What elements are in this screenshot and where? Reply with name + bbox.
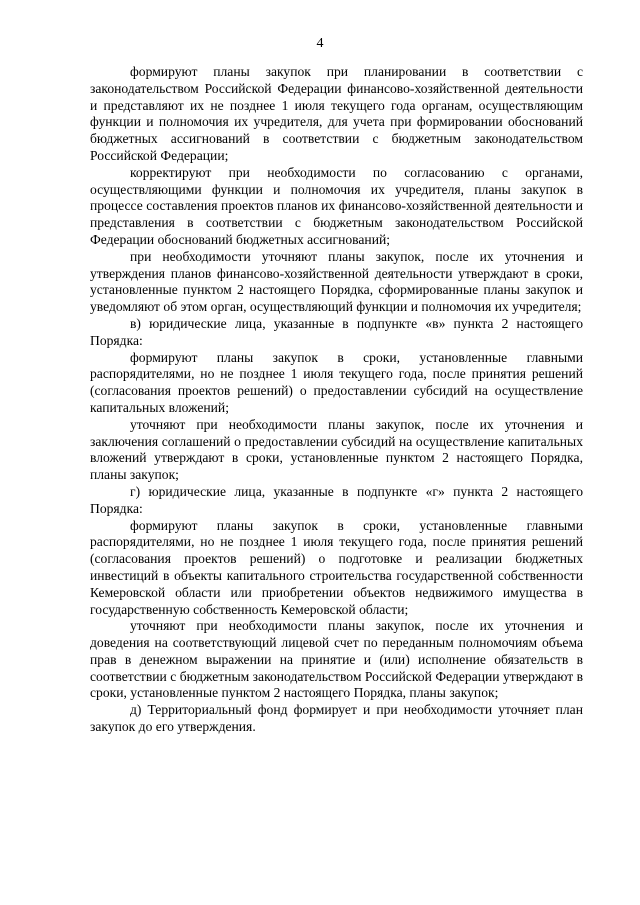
paragraph-7: г) юридические лица, указанные в подпункте «г» пункта 2 настоящего Порядка: bbox=[90, 483, 583, 516]
paragraph-8: формируют планы закупок в сроки, установленные главными распорядителями, но не позднее 1 июля текущего года, после принятия решений (согласования проектов решений) о подготовке и реализации бюджетных инвестиций в объекты капитального строительства государственной собственности Кемеровской области или приобретении объектов недвижимого имущества в государственную собственность Кемеровской области; bbox=[90, 517, 583, 617]
paragraph-9: уточняют при необходимости планы закупок, после их уточнения и доведения на соответствующий лицевой счет по переданным полномочиям объема прав в денежном выражении на принятие и (или) исполнение обязательств в соответствии с бюджетным законодательством Российской Федерации утверждают в сроки, установленные пунктом 2 настоящего Порядка, планы закупок; bbox=[90, 618, 583, 701]
page-number: 4 bbox=[316, 36, 324, 51]
paragraph-4: в) юридические лица, указанные в подпункте «в» пункта 2 настоящего Порядка: bbox=[90, 315, 583, 348]
paragraph-3: при необходимости уточняют планы закупок, после их уточнения и утверждения планов финансово-хозяйственной деятельности утверждают в сроки, установленные пунктом 2 настоящего Порядка, сформированные планы закупок и уведомляют об этом орган, осуществляющий функции и полномочия их учредителя; bbox=[90, 248, 583, 315]
paragraph-1: формируют планы закупок при планировании в соответствии с законодательством Российской Федерации финансово-хозяйственной деятельности и представляют их не позднее 1 июля текущего года органам, осуществляющим функции и полномочия их учредителя, для учета при формировании обоснований бюджетных ассигнований в соответствии с бюджетным законодательством Российской Федерации; bbox=[90, 64, 583, 163]
document-body bbox=[90, 64, 583, 736]
paragraph-2: корректируют при необходимости по согласованию с органами, осуществляющими функции и полномочия их учредителя, планы закупок в процессе составления проектов планов их финансово-хозяйственной деятельности и представления в соответствии с бюджетным законодательством Российской Федерации обоснований бюджетных ассигнований; bbox=[90, 164, 583, 247]
paragraph-6: уточняют при необходимости планы закупок, после их уточнения и заключения соглашений о предоставлении субсидий на осуществление капитальных вложений утверждают в сроки, установленные пунктом 2 настоящего Порядка, планы закупок; bbox=[90, 416, 583, 483]
paragraph-10: д) Территориальный фонд формирует и при необходимости уточняет план закупок до его утверждения. bbox=[90, 702, 583, 735]
paragraph-5: формируют планы закупок в сроки, установленные главными распорядителями, но не позднее 1 июля текущего года, после принятия решений (согласования проектов решений) о предоставлении субсидий на осуществление капитальных вложений; bbox=[90, 349, 583, 415]
